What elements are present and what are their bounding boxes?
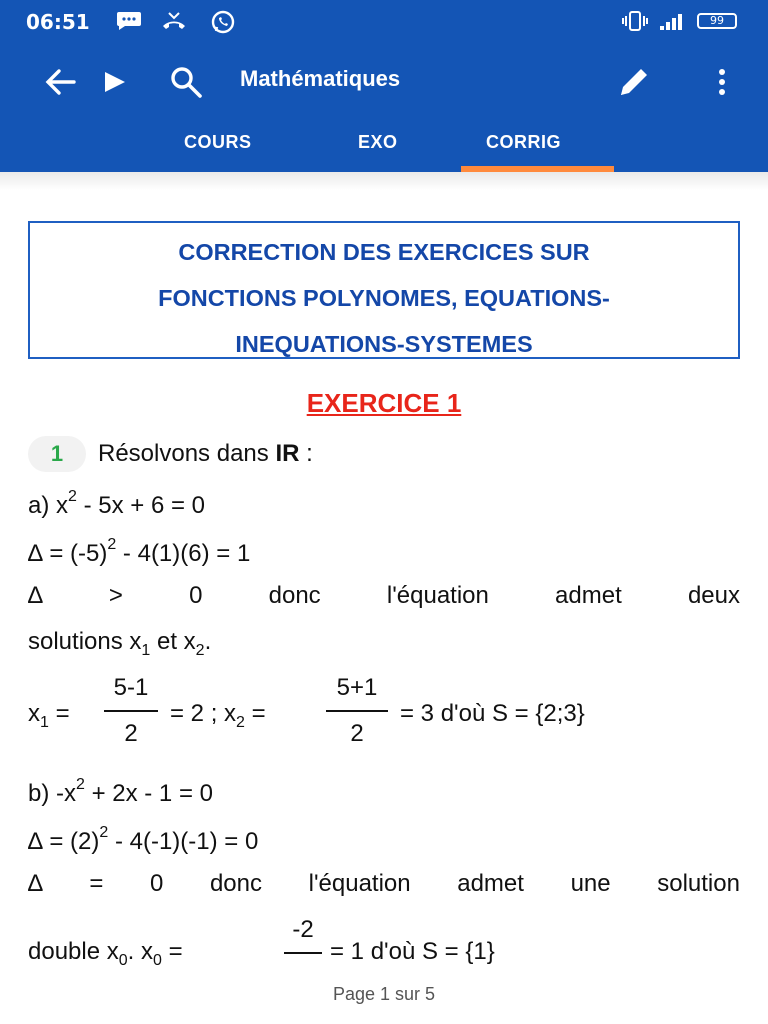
sol-text: solutions x (28, 628, 142, 655)
frac-numerator: 5-1 (113, 674, 149, 701)
fraction-x2 (326, 674, 388, 748)
word: admet (555, 582, 622, 609)
word: > (108, 582, 123, 609)
double-eq: = (161, 938, 183, 965)
equation-a (28, 488, 205, 520)
x2-eq: = (244, 700, 266, 727)
title-line: CORRECTION DES EXERCICES SUR (178, 239, 590, 265)
delta-b-part: ∆ = (2) (28, 828, 100, 855)
x1-var: x (28, 700, 40, 727)
word: l'équation (308, 870, 411, 897)
frac-denominator: 2 (350, 720, 364, 747)
chat-bubble-icon (116, 10, 142, 35)
intro-line (98, 440, 313, 468)
intro-text: Résolvons dans (98, 440, 276, 467)
double-sub: 0 (118, 952, 128, 969)
missed-call-icon (160, 10, 188, 37)
eq-b-exp: 2 (76, 776, 85, 793)
tab-exo[interactable]: EXO (358, 132, 398, 152)
eq-a-exp: 2 (68, 488, 77, 505)
step-number-badge: 1 (28, 436, 86, 472)
equation-b (28, 776, 213, 808)
zero-delta-line (28, 870, 740, 898)
title-line: FONCTIONS POLYNOMES, EQUATIONS- (158, 285, 610, 311)
search-icon[interactable] (166, 62, 206, 102)
app-bar-shadow (0, 172, 768, 190)
frac-numerator: 5+1 (336, 674, 378, 701)
word: l'équation (386, 582, 489, 609)
fraction-bar (284, 952, 322, 954)
title-line: INEQUATIONS-SYSTEMES (235, 331, 533, 357)
positive-delta-line (28, 582, 740, 610)
x1-sub: 1 (40, 714, 49, 731)
document-title-box (28, 221, 740, 359)
battery-icon: 99 (697, 13, 737, 29)
double-text: double x (28, 938, 119, 965)
tab-corrig[interactable]: CORRIG (486, 132, 561, 152)
delta-a-rest: - 4(1)(6) = 1 (116, 540, 251, 567)
sol-mid: et x (150, 628, 196, 655)
eq-b-part: b) -x (28, 780, 76, 807)
page-indicator: Page 1 sur 5 (332, 984, 436, 1004)
frac-numerator: -2 (292, 916, 314, 943)
solutions-line (28, 628, 211, 660)
signal-icon (660, 12, 686, 30)
edit-pencil-icon[interactable] (614, 62, 654, 102)
frac-denominator: 2 (124, 720, 138, 747)
tab-cours[interactable]: COURS (184, 132, 252, 152)
status-bar (0, 0, 768, 44)
play-icon[interactable] (94, 62, 134, 102)
sol-sub1: 1 (141, 642, 151, 659)
eq-a-rest: - 5x + 6 = 0 (76, 492, 205, 519)
more-vert-icon[interactable] (702, 62, 742, 102)
word: deux (687, 582, 740, 609)
app-bar (0, 0, 768, 172)
word: = (89, 870, 104, 897)
app-title: Mathématiques (240, 66, 401, 91)
x1-res-text: = 2 ; x (170, 700, 237, 727)
double-result: = 1 d'où S = {1} (330, 938, 495, 965)
whatsapp-icon (208, 10, 238, 39)
eq-b-rest: + 2x - 1 = 0 (84, 780, 213, 807)
fraction-bar (104, 710, 158, 712)
x1-label (28, 700, 70, 732)
double-sub2: 0 (153, 952, 162, 969)
word: ∆ (28, 870, 43, 897)
delta-b (28, 824, 258, 856)
x2-result: = 3 d'où S = {2;3} (400, 700, 585, 727)
delta-a-part: ∆ = (-5) (28, 540, 108, 567)
delta-b-rest: - 4(-1)(-1) = 0 (108, 828, 259, 855)
word: solution (657, 870, 740, 897)
delta-a (28, 536, 250, 568)
document-title (30, 229, 738, 367)
eq-a-part: a) x (28, 492, 69, 519)
word: 0 (189, 582, 203, 609)
double-line (28, 938, 183, 970)
back-arrow-icon[interactable] (40, 62, 80, 102)
intro-colon: : (299, 440, 313, 467)
word: admet (457, 870, 524, 897)
delta-b-exp: 2 (99, 824, 109, 841)
exercise-heading: EXERCICE 1 (306, 388, 462, 418)
vibrate-icon (620, 10, 650, 37)
fraction-x0 (284, 916, 322, 962)
word: ∆ (28, 582, 43, 609)
word: 0 (149, 870, 164, 897)
delta-a-exp: 2 (107, 536, 117, 553)
word: donc (268, 582, 321, 609)
word: donc (209, 870, 262, 897)
x2-sub: 2 (236, 714, 245, 731)
intro-set: IR (275, 440, 300, 467)
x1-eq: = (48, 700, 70, 727)
fraction-x1 (104, 674, 158, 748)
x1-result (170, 700, 266, 732)
sol-end: . (204, 628, 212, 655)
fraction-bar (326, 710, 388, 712)
status-time: 06:51 (26, 10, 90, 34)
double-mid: . x (127, 938, 153, 965)
sol-sub2: 2 (195, 642, 205, 659)
word: une (570, 870, 611, 897)
